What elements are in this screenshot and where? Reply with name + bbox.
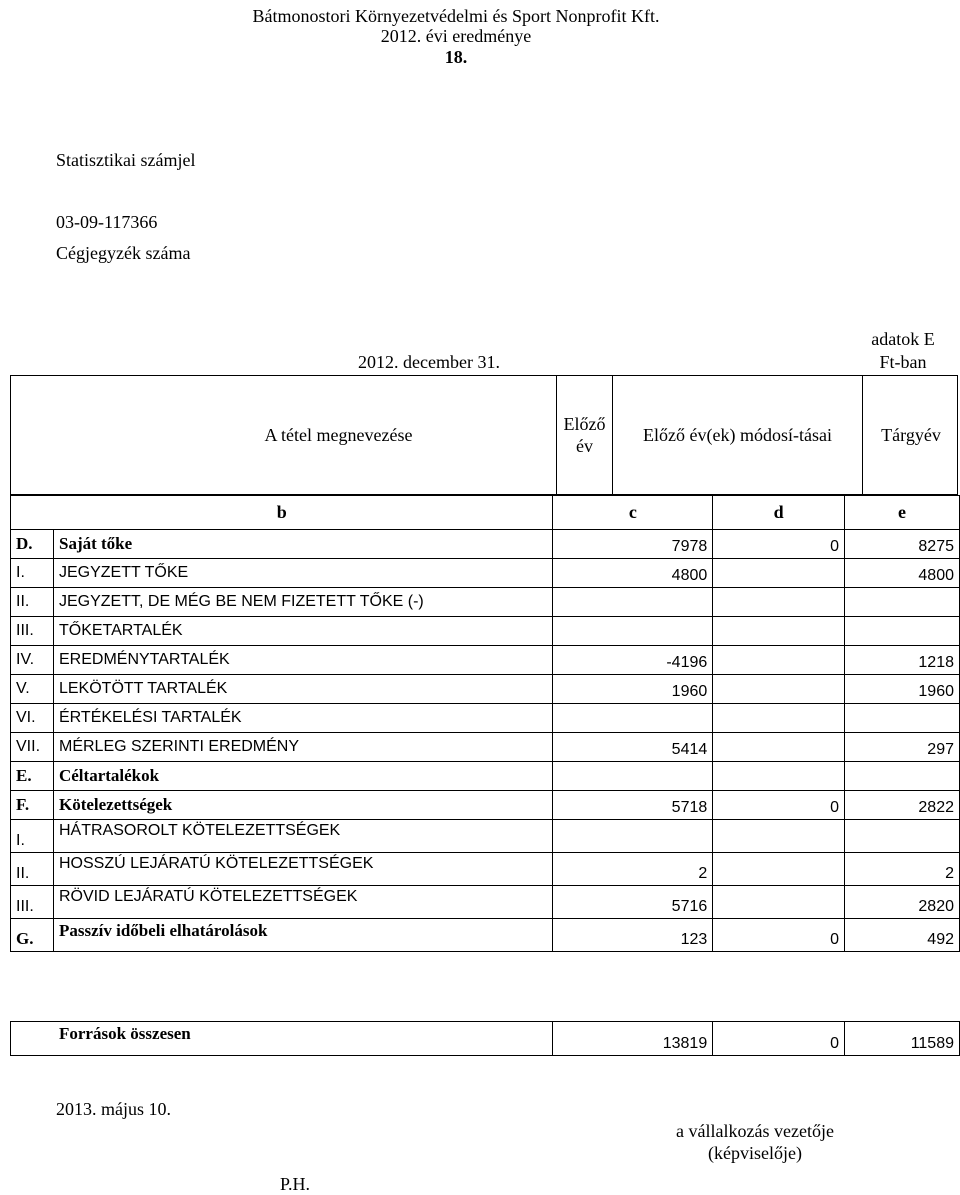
table-row: V. LEKÖTÖTT TARTALÉK 1960 1960 [11, 675, 960, 704]
table-row: VII. MÉRLEG SZERINTI EREDMÉNY 5414 297 [11, 733, 960, 762]
totals-table [10, 1021, 960, 1056]
units-line-2: Ft-ban [879, 352, 927, 372]
page-number: 18. [444, 47, 468, 67]
table-row: VI. ÉRTÉKELÉSI TARTALÉK [11, 704, 960, 733]
total-label: Források összesen [11, 1022, 553, 1056]
column-header-current: Tárgyév [881, 424, 941, 445]
stamp-place: P.H. [280, 1174, 311, 1194]
company-name: Bátmonostori Környezetvédelmi és Sport Nonprofit Kft. [252, 6, 660, 26]
column-header-box [10, 375, 958, 495]
letter-c: c [553, 496, 713, 530]
total-modifications: 0 [713, 1022, 845, 1056]
column-header-name: A tétel megnevezése [11, 376, 557, 494]
table-row: IV. EREDMÉNYTARTALÉK -4196 1218 [11, 646, 960, 675]
letter-e: e [845, 496, 960, 530]
balance-date: 2012. december 31. [358, 352, 500, 372]
signer-subtitle: (képviselője) [708, 1143, 802, 1163]
table-row: I. JEGYZETT TŐKE 4800 4800 [11, 559, 960, 588]
table-row: I. HÁTRASOROLT KÖTELEZETTSÉGEK [11, 820, 960, 853]
total-row [11, 1022, 960, 1056]
table-row: II. HOSSZÚ LEJÁRATÚ KÖTELEZETTSÉGEK 2 2 [11, 853, 960, 886]
balance-sheet-table [10, 495, 960, 952]
column-header-previous: Előző év [557, 376, 613, 494]
table-row: G. Passzív időbeli elhatárolások 123 0 492 [11, 919, 960, 952]
report-subtitle: 2012. évi eredménye [380, 26, 532, 46]
registration-label: Cégjegyzék száma [56, 243, 191, 263]
column-letter-row [11, 496, 960, 530]
table-row: III. TŐKETARTALÉK [11, 617, 960, 646]
table-row: II. JEGYZETT, DE MÉG BE NEM FIZETETT TŐKE (-) [11, 588, 960, 617]
letter-d: d [713, 496, 845, 530]
stat-number-label: Statisztikai számjel [56, 150, 196, 170]
table-row: D. Saját tőke 7978 0 8275 [11, 530, 960, 559]
signature-date: 2013. május 10. [56, 1099, 171, 1119]
column-header-modifications: Előző év(ek) módosí-tásai [613, 376, 863, 494]
letter-b: b [11, 496, 553, 530]
total-current: 11589 [845, 1022, 960, 1056]
table-row: F. Kötelezettségek 5718 0 2822 [11, 791, 960, 820]
registration-number: 03-09-117366 [56, 212, 158, 232]
total-previous: 13819 [553, 1022, 713, 1056]
units-line-1: adatok E [871, 329, 935, 349]
signer-title: a vállalkozás vezetője [676, 1121, 834, 1141]
table-row: III. RÖVID LEJÁRATÚ KÖTELEZETTSÉGEK 5716 2820 [11, 886, 960, 919]
table-row: E. Céltartalékok [11, 762, 960, 791]
